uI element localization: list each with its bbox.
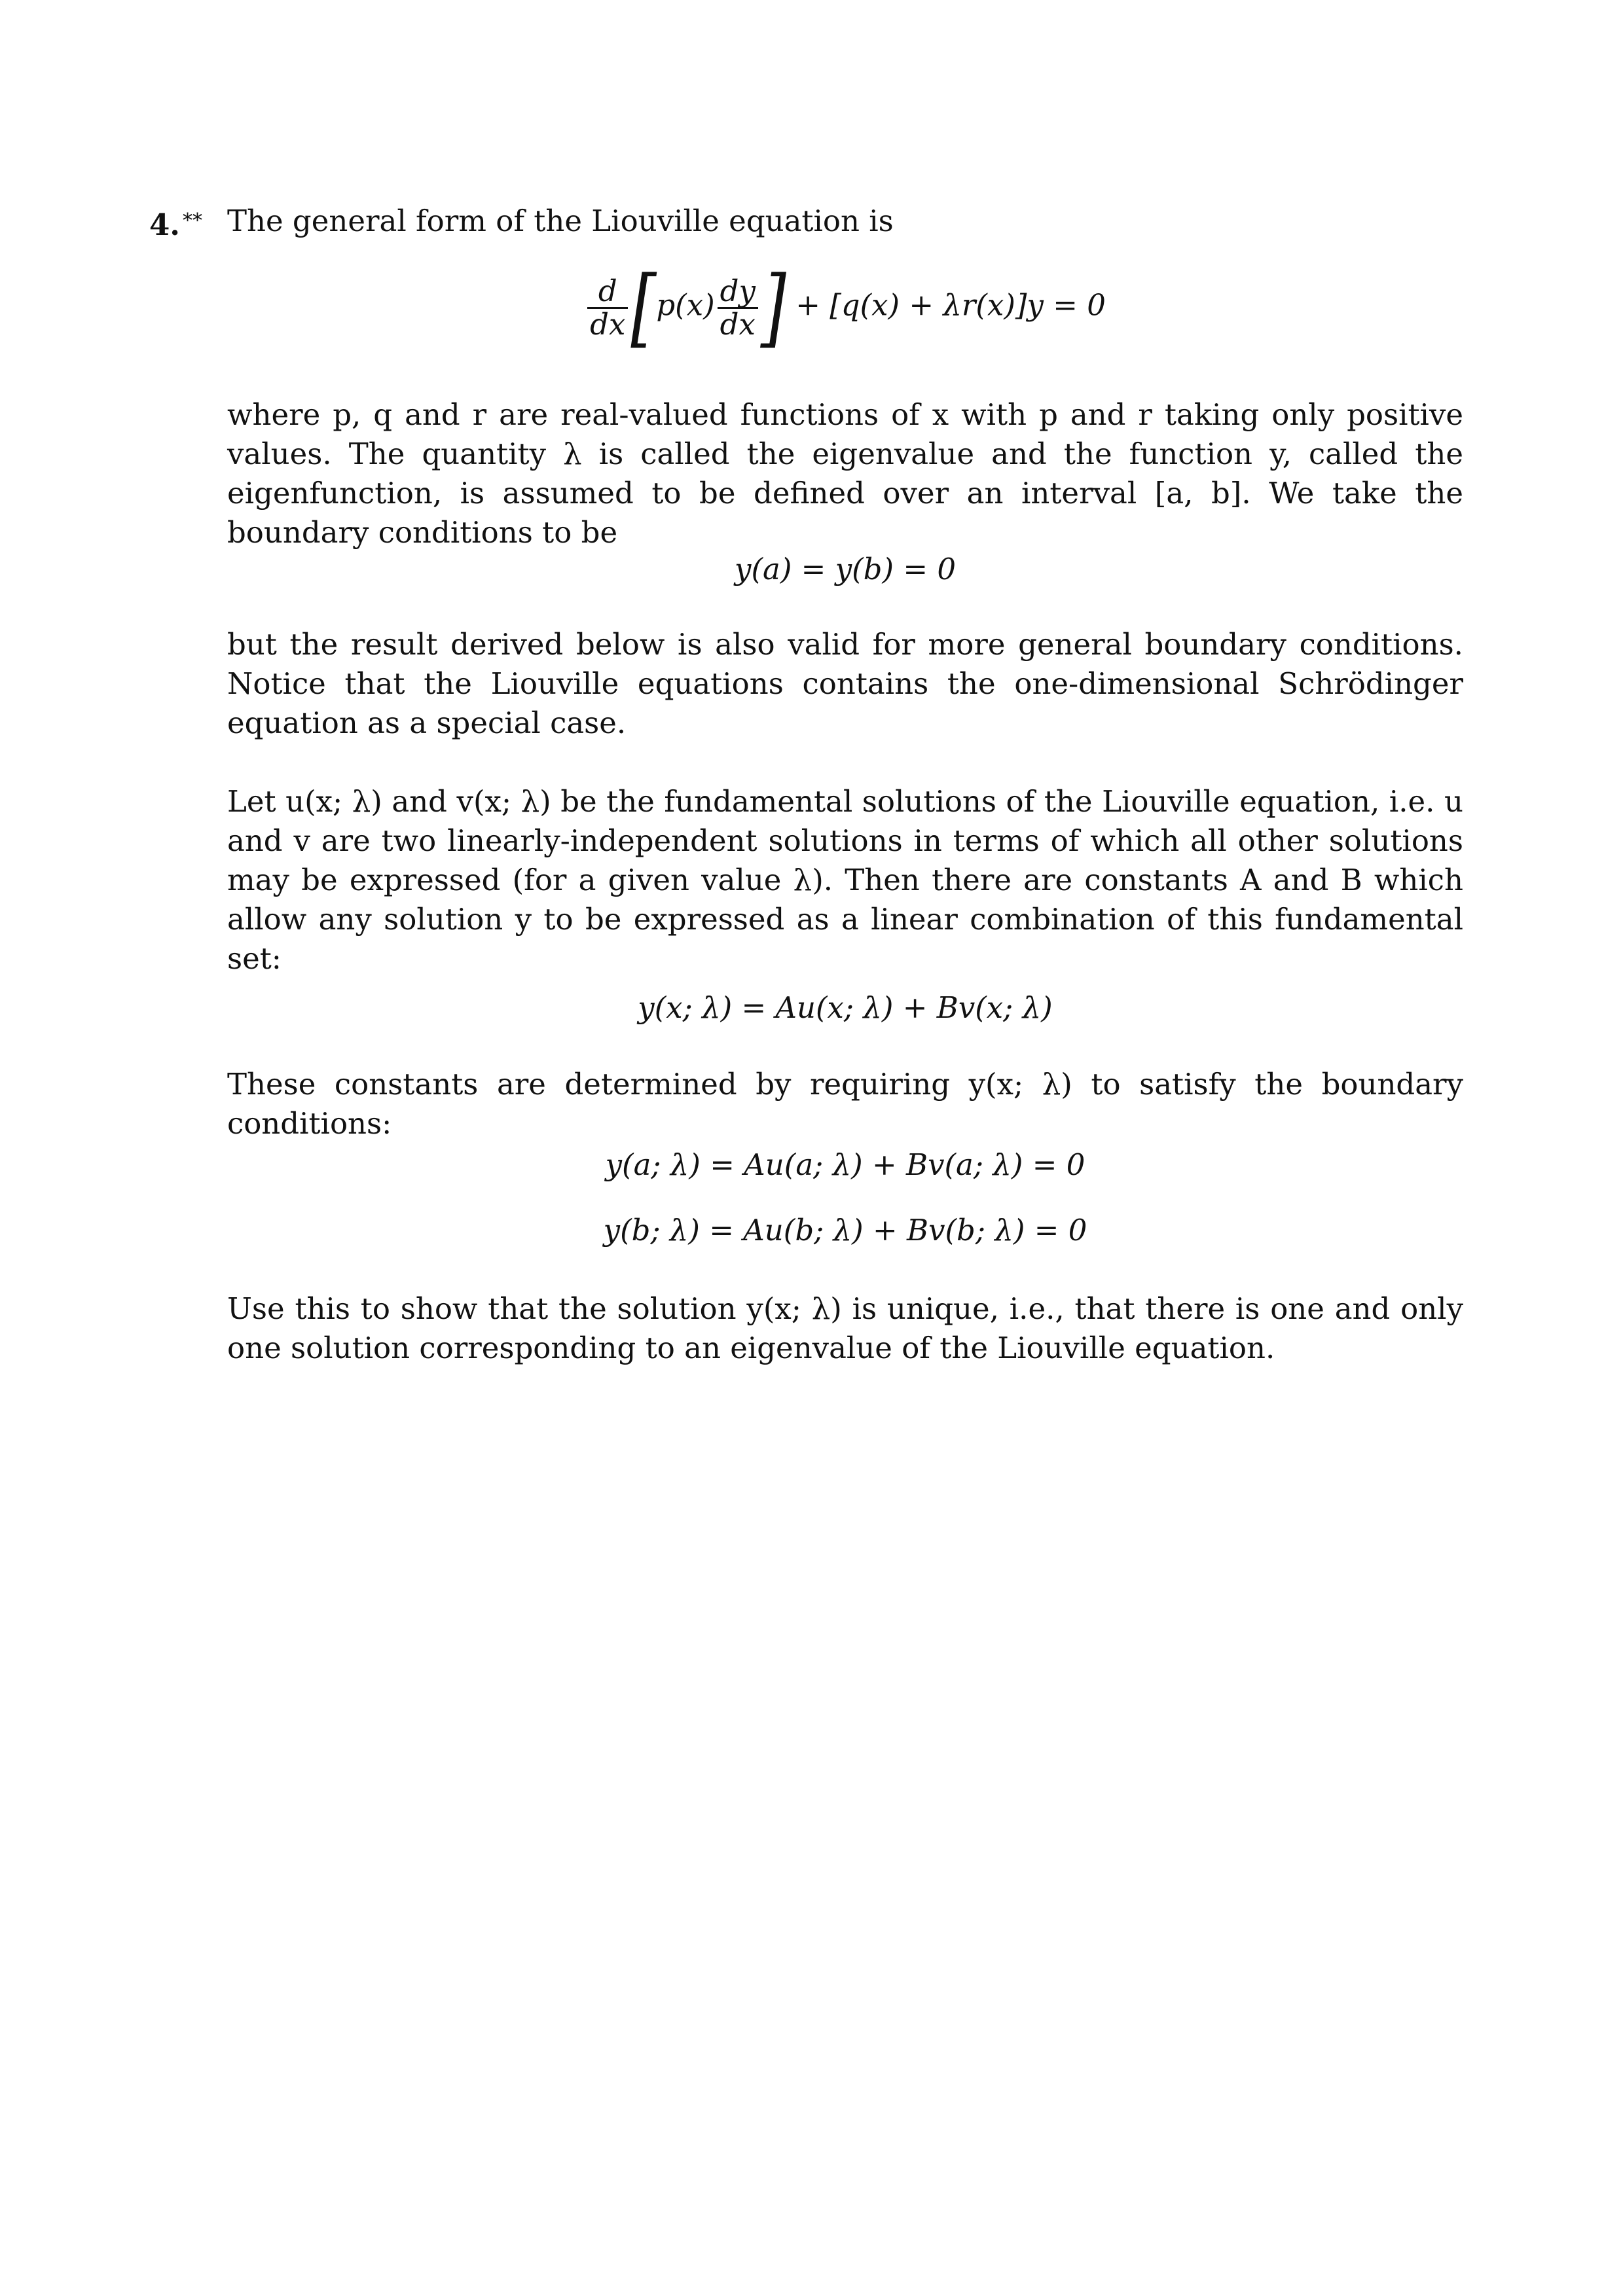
boundary-equation-a: y(a; λ) = Au(a; λ) + Bv(a; λ) = 0 (605, 1147, 1085, 1182)
boundary-equation-b: y(b; λ) = Au(b; λ) + Bv(b; λ) = 0 (603, 1213, 1087, 1247)
frac-denominator-dx2: dx (720, 306, 756, 342)
right-bracket: ] (760, 257, 786, 357)
equation-remainder: + [q(x) + λr(x)]y = 0 (795, 287, 1106, 323)
paragraph-definitions: where p, q and r are real-valued functions of x with p and r taking only positive values. The quantity λ is called the eigenvalue and the function y, called the eigenfunction, is assumed to be defined over an interval [a, b]. We take the boundary conditions to be (227, 397, 1463, 550)
general-solution-equation: y(x; λ) = Au(x; λ) + Bv(x; λ) (638, 990, 1053, 1025)
paragraph-fundamental-solutions: Let u(x; λ) and v(x; λ) be the fundamental solutions of the Liouville equation, i.e. u and v are two linearly-independent solutions in terms of which all other solutions may be expressed (for a given value λ). Then there are constants A and B which allow any solution y to be expressed as a linear combination of this fundamental set: (227, 784, 1463, 976)
difficulty-stars: ** (182, 209, 202, 232)
boundary-condition-equation: y(a) = y(b) = 0 (735, 552, 956, 586)
liouville-equation (227, 257, 1463, 357)
p-of-x: p(x) (656, 287, 715, 323)
problem-number-label: 4. (149, 207, 180, 242)
left-bracket: [ (630, 257, 657, 357)
frac-numerator-d: d (587, 276, 628, 309)
dy-dx-fraction (718, 273, 758, 342)
derivative-operator (587, 273, 628, 342)
paragraph-constants: These constants are determined by requiring y(x; λ) to satisfy the boundary conditions: (227, 1067, 1463, 1141)
paragraph-general-bc: but the result derived below is also valid for more general boundary conditions. Notice that the Liouville equations contains the one-dimensional Schrödinger equation as a special case. (227, 627, 1463, 740)
paragraph-uniqueness: Use this to show that the solution y(x; λ) is unique, i.e., that there is one and only one solution corresponding to an eigenvalue of the Liouville equation. (227, 1291, 1463, 1365)
frac-denominator-dx: dx (590, 306, 626, 342)
frac-numerator-dy: dy (718, 276, 758, 309)
intro-text: The general form of the Liouville equation is (227, 204, 894, 238)
problem-number (149, 202, 202, 245)
